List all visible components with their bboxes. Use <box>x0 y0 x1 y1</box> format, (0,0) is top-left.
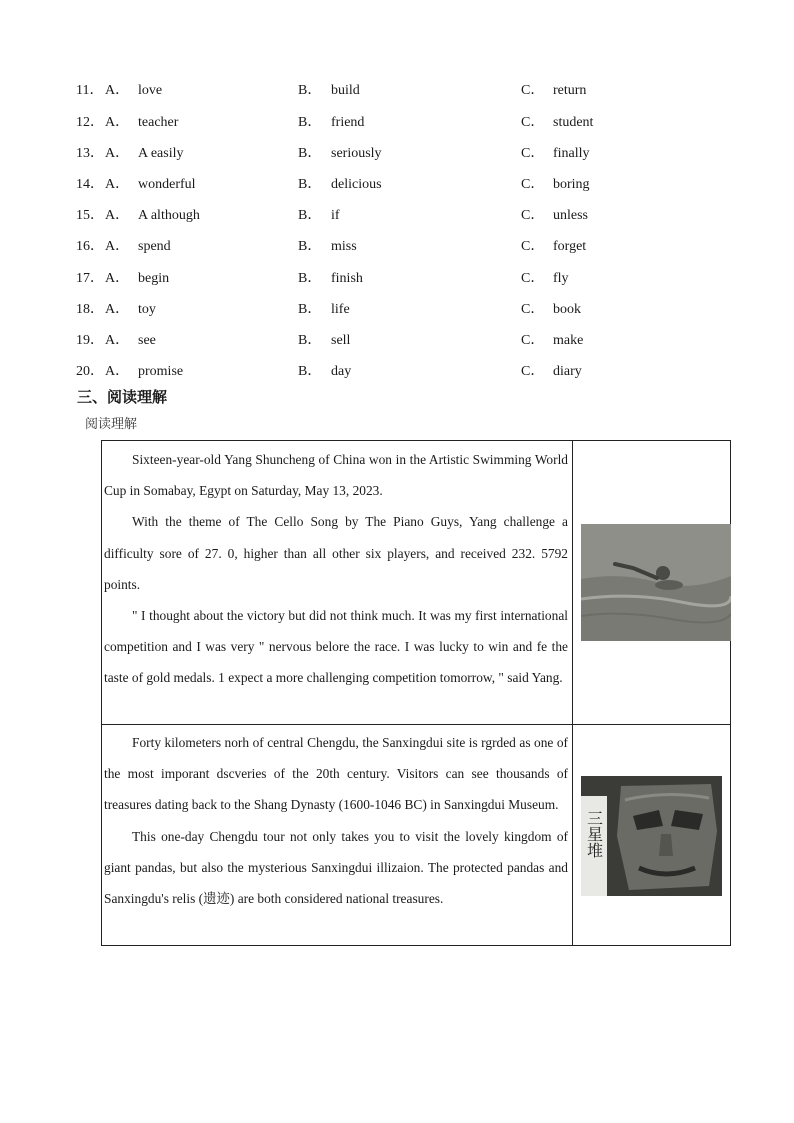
option-a-text: see <box>138 333 156 348</box>
option-letter-a: A． <box>105 239 130 254</box>
passage-paragraph: With the theme of The Cello Song by The Piano Guys, Yang challenge a difficulty sore of 27. 0, higher than all other six players, and received 232. 5792 points. <box>104 514 568 592</box>
question-number: 12． <box>76 115 104 130</box>
option-b-text: day <box>331 364 352 379</box>
option-a-text: teacher <box>138 115 179 130</box>
option-row <box>0 269 794 289</box>
swimmer-photo <box>581 524 731 641</box>
option-letter-b: B． <box>298 333 322 348</box>
option-b-text: friend <box>331 115 365 130</box>
option-b-text: finish <box>331 271 363 286</box>
option-b-text: seriously <box>331 146 382 161</box>
option-b-text: build <box>331 83 360 98</box>
option-row <box>0 81 794 101</box>
option-a-text: A although <box>138 208 200 223</box>
sanxingdui-logo-text: 三星堆 <box>584 810 604 858</box>
passage-paragraph: " I thought about the victory but did not think much. It was my first international competition and I was very " nervous belore the race. I was lucky to win and fe the taste of gold medals. 1 expect a more challenging competition tomorrow, " said Yang. <box>104 608 568 686</box>
option-row <box>0 362 794 382</box>
option-letter-b: B． <box>298 177 322 192</box>
option-b-text: delicious <box>331 177 382 192</box>
option-a-text: promise <box>138 364 184 379</box>
option-a-text: begin <box>138 271 170 286</box>
question-number: 20． <box>76 364 104 379</box>
option-a-text: love <box>138 83 163 98</box>
option-b-text: life <box>331 302 350 317</box>
option-letter-a: A． <box>105 302 130 317</box>
option-letter-c: C． <box>521 115 545 130</box>
option-letter-c: C． <box>521 271 545 286</box>
option-letter-a: A． <box>105 271 130 286</box>
table-divider-vertical <box>572 441 573 945</box>
passage-paragraph: Sixteen-year-old Yang Shuncheng of China won in the Artistic Swimming World Cup in Somabay, Egypt on Saturday, May 13, 2023. <box>104 452 568 499</box>
option-letter-b: B． <box>298 146 322 161</box>
option-row <box>0 206 794 226</box>
option-row <box>0 300 794 320</box>
option-a-text: spend <box>138 239 171 254</box>
option-letter-b: B． <box>298 302 322 317</box>
option-letter-b: B． <box>298 115 322 130</box>
option-letter-c: C． <box>521 177 545 192</box>
option-letter-c: C． <box>521 208 545 223</box>
option-letter-b: B． <box>298 83 322 98</box>
option-letter-a: A． <box>105 146 130 161</box>
passage-paragraph: This one-day Chengdu tour not only takes you to visit the lovely kingdom of giant pandas, but also the mysterious Sanxingdui illizaion. The protected pandas and Sanxingdu's relis (遗迹) are both considered national treasures. <box>104 828 568 907</box>
option-letter-c: C． <box>521 146 545 161</box>
passage-paragraph: Forty kilometers norh of central Chengdu, the Sanxingdui site is rgrded as one of the most imporant dscveries of the 20th century. Visitors can see thousands of treasures dating back to the Shang Dynasty (1600-1046 BC) in Sanxingdui Museum. <box>104 735 568 813</box>
option-letter-c: C． <box>521 364 545 379</box>
option-c-text: diary <box>553 364 582 379</box>
option-row <box>0 331 794 351</box>
option-letter-c: C． <box>521 83 545 98</box>
section-title: 三、阅读理解 <box>77 388 168 406</box>
question-number: 11． <box>76 83 104 98</box>
question-number: 18． <box>76 302 104 317</box>
question-number: 19． <box>76 333 104 348</box>
option-c-text: book <box>553 302 581 317</box>
question-number: 16． <box>76 239 104 254</box>
option-letter-a: A． <box>105 333 130 348</box>
section-subtitle: 阅读理解 <box>85 417 138 432</box>
passage-swimming <box>104 444 568 694</box>
option-a-text: toy <box>138 302 156 317</box>
table-divider-horizontal <box>102 724 730 725</box>
question-number: 17． <box>76 271 104 286</box>
option-c-text: make <box>553 333 584 348</box>
option-letter-b: B． <box>298 239 322 254</box>
option-b-text: if <box>331 208 340 223</box>
option-letter-b: B． <box>298 271 322 286</box>
option-row <box>0 113 794 133</box>
option-a-text: A easily <box>138 146 184 161</box>
option-letter-a: A． <box>105 83 130 98</box>
option-letter-c: C． <box>521 333 545 348</box>
option-c-text: student <box>553 115 594 130</box>
option-letter-c: C． <box>521 302 545 317</box>
option-b-text: sell <box>331 333 351 348</box>
option-c-text: boring <box>553 177 590 192</box>
option-b-text: miss <box>331 239 357 254</box>
option-c-text: unless <box>553 208 588 223</box>
option-letter-a: A． <box>105 208 130 223</box>
option-row <box>0 144 794 164</box>
option-letter-c: C． <box>521 239 545 254</box>
option-a-text: wonderful <box>138 177 196 192</box>
option-letter-a: A． <box>105 115 130 130</box>
sanxingdui-mask-photo <box>581 776 722 896</box>
question-number: 13． <box>76 146 104 161</box>
option-row <box>0 175 794 195</box>
option-letter-a: A． <box>105 364 130 379</box>
question-number: 14． <box>76 177 104 192</box>
passage-sanxingdui <box>104 727 568 914</box>
option-c-text: fly <box>553 271 569 286</box>
option-letter-a: A． <box>105 177 130 192</box>
option-c-text: return <box>553 83 587 98</box>
reading-table <box>101 440 731 946</box>
question-number: 15． <box>76 208 104 223</box>
option-letter-b: B． <box>298 208 322 223</box>
option-c-text: finally <box>553 146 590 161</box>
option-row <box>0 237 794 257</box>
option-c-text: forget <box>553 239 587 254</box>
option-letter-b: B． <box>298 364 322 379</box>
